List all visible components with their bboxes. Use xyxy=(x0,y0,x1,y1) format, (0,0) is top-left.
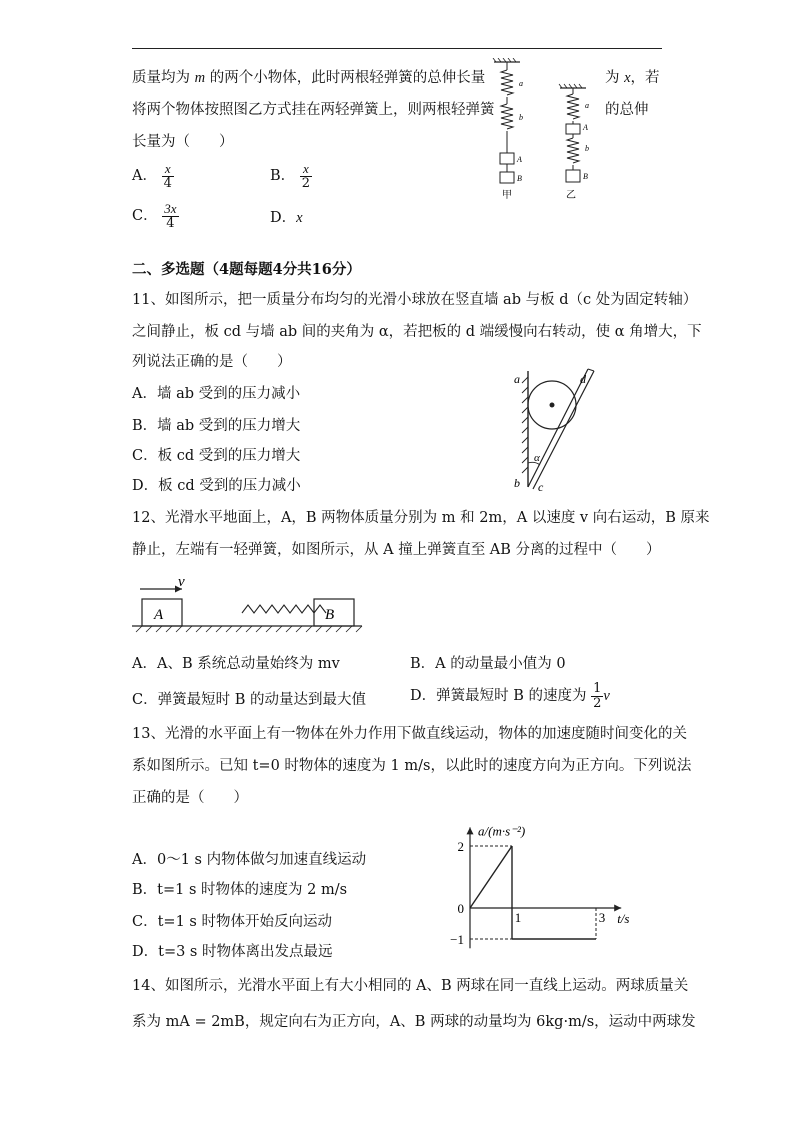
q10-option-c: C． $\frac{3x}{4}$ xyxy=(132,201,177,231)
q13-option-a: A．0～1 s 内物体做匀加速直线运动 xyxy=(132,852,367,868)
mass-label-b-jia: B xyxy=(517,174,522,183)
q10-option-d: D．x xyxy=(270,210,303,226)
mass-label-a-jia: A xyxy=(517,155,522,164)
block-a-label: A xyxy=(154,607,164,623)
label-a: a xyxy=(514,372,520,386)
block-b-label: B xyxy=(325,607,335,623)
spring-label-a-yi: a xyxy=(585,101,589,110)
label-c: c xyxy=(538,480,544,494)
q14-line1: 14、如图所示，光滑水平面上有大小相同的 A、B 两球在同一直线上运动。两球质量关 xyxy=(132,978,689,994)
spring-figure xyxy=(490,58,610,203)
q12-option-c: C．弹簧最短时 B 的动量达到最大值 xyxy=(132,692,366,708)
q11-line3: 列说法正确的是（ ） xyxy=(132,354,292,370)
velocity-label: v xyxy=(178,574,185,590)
chart-x-tick: 3 xyxy=(598,910,606,925)
q13-line3: 正确的是（ ） xyxy=(132,790,248,806)
q11-option-a: A．墙 ab 受到的压力减小 xyxy=(132,386,301,402)
spring-figure-jia xyxy=(493,58,523,201)
chart-y-tick: 2 xyxy=(457,839,464,854)
label-b: b xyxy=(514,476,520,490)
label-d: d xyxy=(580,372,586,386)
chart-series-segment xyxy=(470,846,512,908)
ball-wall-figure xyxy=(508,365,608,495)
q11-line1: 11、如图所示，把一质量分布均匀的光滑小球放在竖直墙 ab 与板 d（c 处为固定转轴） xyxy=(132,292,698,308)
q10-line2-tail: 的总伸 xyxy=(605,102,649,118)
figure-label-yi: 乙 xyxy=(566,190,576,201)
q10-line2: 将两个物体按照图乙方式挂在两轻弹簧上，则两根轻弹簧 xyxy=(132,102,495,118)
spring-label-a-jia: a xyxy=(519,79,523,88)
q14-line2: 系为 mA = 2mB，规定向右为正方向，A、B 两球的动量均为 6kg·m/s，运动中两球发 xyxy=(132,1014,696,1030)
spring-figure-yi xyxy=(559,84,589,201)
collision-figure xyxy=(132,572,372,634)
q10-line1-tail: 为 x，若 xyxy=(605,70,660,86)
q12-option-a: A．A、B 系统总动量始终为 mv xyxy=(132,656,340,672)
chart-x-tick: 1 xyxy=(514,910,522,925)
q12-line2: 静止，左端有一轻弹簧，如图所示，从 A 撞上弹簧直至 AB 分离的过程中（ ） xyxy=(132,542,661,558)
section-title: 二、多选题（4题每题4分共16分） xyxy=(132,261,361,278)
acceleration-time-chart xyxy=(440,818,650,953)
mass-label-a-yi: A xyxy=(583,123,588,132)
figure-label-jia: 甲 xyxy=(502,190,512,201)
q10-option-b: B． $\frac{x}{2}$ xyxy=(270,161,311,191)
q13-line1: 13、光滑的水平面上有一物体在外力作用下做直线运动，物体的加速度随时间变化的关 xyxy=(132,726,687,742)
chart-x-axis-label: t/s xyxy=(617,911,630,926)
q13-option-b: B．t=1 s 时物体的速度为 2 m/s xyxy=(132,882,348,898)
chart-y-axis-label: a/(m·s⁻²) xyxy=(478,823,526,839)
q11-option-d: D．板 cd 受到的压力减小 xyxy=(132,478,301,494)
q13-option-d: D．t=3 s 时物体离出发点最远 xyxy=(132,944,333,960)
q11-option-b: B．墙 ab 受到的压力增大 xyxy=(132,418,301,434)
q10-line3: 长量为（ ） xyxy=(132,134,234,150)
spring-label-b-jia: b xyxy=(519,113,523,122)
label-alpha: α xyxy=(534,452,540,464)
chart-y-tick: −1 xyxy=(450,932,464,947)
q10-line1: 质量均为 m 的两个小物体，此时两根轻弹簧的总伸长量 xyxy=(132,70,486,86)
q12-option-b: B．A 的动量最小值为 0 xyxy=(410,656,566,672)
q13-line2: 系如图所示。已知 t=0 时物体的速度为 1 m/s，以此时的速度方向为正方向。下列说法 xyxy=(132,758,692,774)
q11-option-c: C．板 cd 受到的压力增大 xyxy=(132,448,301,464)
mass-label-b-yi: B xyxy=(583,172,588,181)
top-rule xyxy=(132,48,662,49)
spring-label-b-yi: b xyxy=(585,144,589,153)
q10-option-a: A． $\frac{x}{4}$ xyxy=(132,161,172,191)
q12-option-d: D．弹簧最短时 B 的速度为 $\frac{1}{2}$ v xyxy=(410,681,610,711)
q13-option-c: C．t=1 s 时物体开始反向运动 xyxy=(132,914,332,930)
chart-y-axis-arrow xyxy=(467,827,474,834)
q11-line2: 之间静止，板 cd 与墙 ab 间的夹角为 α，若把板的 d 端缓慢向右转动，使 α 角增大，下 xyxy=(132,324,702,340)
chart-y-tick: 0 xyxy=(457,901,464,916)
q12-line1: 12、光滑水平地面上，A，B 两物体质量分别为 m 和 2m，A 以速度 v 向右运动，B 原来 xyxy=(132,510,710,526)
